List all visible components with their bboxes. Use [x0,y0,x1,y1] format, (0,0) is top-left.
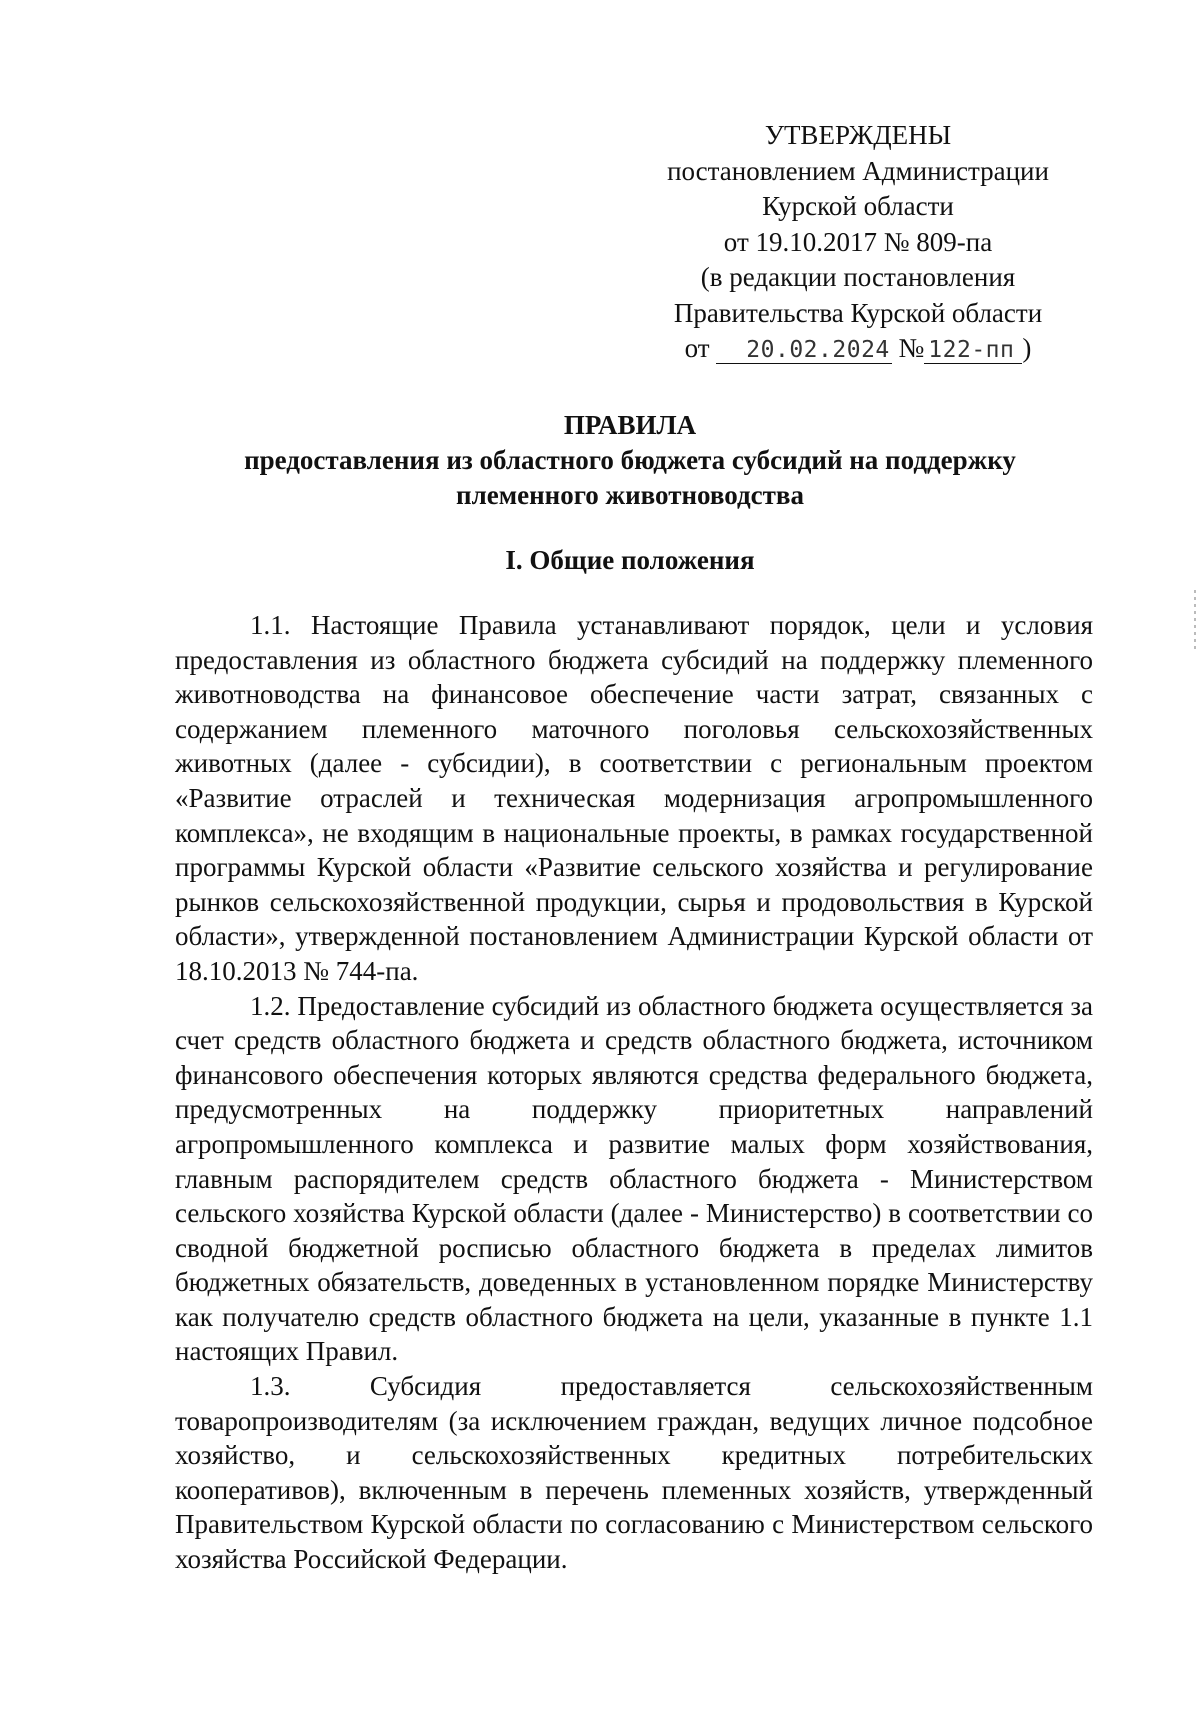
approval-heading: УТВЕРЖДЕНЫ [764,120,952,150]
amendment-number-value: 122-пп [924,337,1022,364]
amendment-date-value: 20.02.2024 [716,337,891,364]
paragraph-1-1: 1.1. Настоящие Правила устанавливают порядок, цели и условия предоставления из областного бюджета субсидий на поддержку племенного животноводства на финансовое обеспечение части затрат, связанных с содержанием племенного маточного поголовья сельскохозяйственных животных (далее - субсидии), в соответствии с региональным проектом «Развитие отраслей и техническая модернизация агропромышленного комплекса», не входящим в национальные проекты, в рамках государственной программы Курской области «Развитие сельского хозяйства и регулирование рынков сельскохозяйственной продукции, сырья и продовольствия в Курской области», утвержденной постановлением Администрации Курской области от 18.10.2013 № 744-па. [175,610,1093,986]
paragraph-1-2: 1.2. Предоставление субсидий из областного бюджета осуществляется за счет средств областного бюджета и средств областного бюджета, источником финансового обеспечения которых являются средства федерального бюджета, предусмотренных на поддержку приоритетных направлений агропромышленного комплекса и развитие малых форм хозяйствования, главным распорядителем средств областного бюджета - Министерством сельского хозяйства Курской области (далее - Министерство) в соответствии со сводной бюджетной росписью областного бюджета в пределах лимитов бюджетных обязательств, доведенных в установленном порядке Министерству как получателю средств областного бюджета на цели, указанные в пункте 1.1 настоящих Правил. [175,990,1093,1367]
approval-amendment-date-line [628,331,1088,369]
number-sign: № [898,333,925,363]
closing-paren: ) [1022,333,1032,363]
approval-line: Правительства Курской области [673,297,1043,328]
document-subtitle-line: предоставления из областного бюджета субсидий на поддержку [244,445,1016,475]
document-body [175,608,1093,1577]
section-heading: I. Общие положения [505,545,755,575]
approval-stamp-block [628,118,1088,369]
approval-original-decree: от 19.10.2017 № 809-па [723,226,993,257]
document-title: ПРАВИЛА [563,410,697,440]
paragraph-1-3: 1.3. Субсидия предоставляется сельскохозяйственным товаропроизводителям (за исключением граждан, ведущих личное подсобное хозяйство, и сельскохозяйственных кредитных потребительских кооперативов), включенным в перечень племенных хозяйств, утвержденный Правительством Курской области по согласованию с Министерством сельского хозяйства Российской Федерации. [175,1371,1093,1575]
document-title-block [170,408,1090,513]
date-prefix: от [684,333,710,363]
scan-edge-mark [1194,590,1196,650]
approval-line: постановлением Администрации [667,155,1049,186]
approval-line: Курской области [762,191,954,221]
approval-line: (в редакции постановления [700,262,1016,292]
document-subtitle-line: племенного животноводства [456,480,804,510]
